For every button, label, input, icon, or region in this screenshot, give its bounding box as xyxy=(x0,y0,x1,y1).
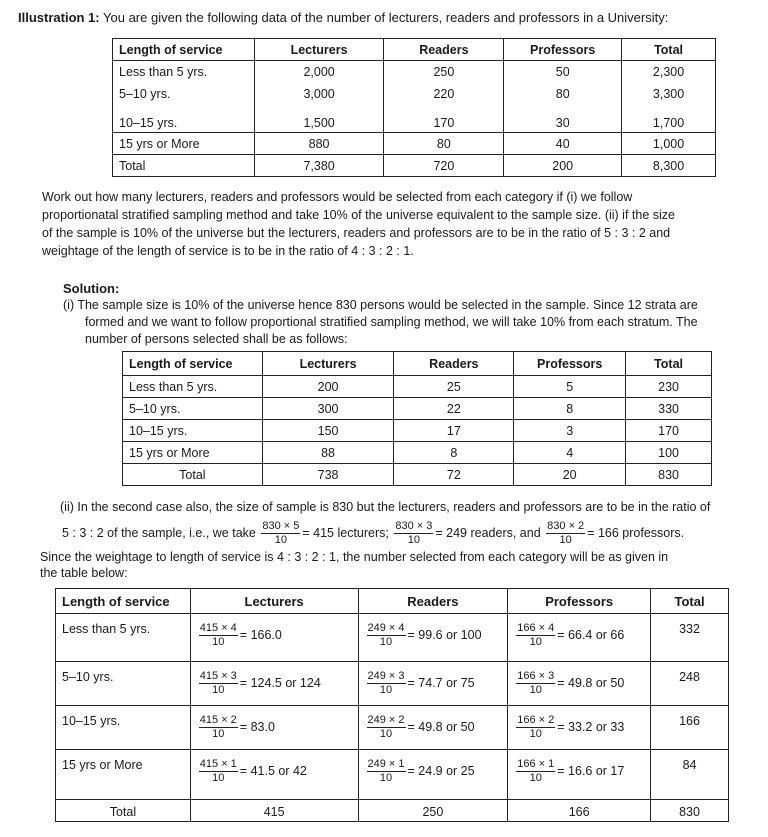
table-row xyxy=(56,662,729,706)
table-cell: 830 xyxy=(626,464,712,486)
column-header: Total xyxy=(651,589,729,614)
table-cell: 40 xyxy=(504,133,622,155)
fraction xyxy=(546,520,585,547)
table-row xyxy=(123,442,712,464)
text-line: number of persons selected shall be as follows: xyxy=(85,332,348,346)
text-line: weightage of the length of service is to be in the ratio of 4 : 3 : 2 : 1. xyxy=(42,244,414,258)
fraction xyxy=(516,714,555,741)
table-cell: 72 xyxy=(394,464,514,486)
numerator: 830 × 3 xyxy=(395,520,433,533)
table-cell: 738 xyxy=(262,464,394,486)
question-text xyxy=(42,188,764,260)
table-cell: 10–15 yrs. xyxy=(113,105,255,133)
table-cell: 3 xyxy=(514,420,626,442)
table-cell: 100 xyxy=(626,442,712,464)
column-header: Professors xyxy=(514,352,626,376)
table-cell: 200 xyxy=(504,155,622,177)
text-line: Work out how many lecturers, readers and professors would be selected from each category if (i) we follow xyxy=(42,190,633,204)
column-header: Total xyxy=(626,352,712,376)
column-header: Length of service xyxy=(123,352,263,376)
table-cell: 17 xyxy=(394,420,514,442)
table-total-row xyxy=(113,155,716,177)
table-cell xyxy=(190,706,358,750)
table-cell xyxy=(508,750,651,800)
table-row xyxy=(113,61,716,83)
numerator: 830 × 2 xyxy=(547,520,585,533)
table-cell: 250 xyxy=(358,800,508,822)
column-header: Lecturers xyxy=(190,589,358,614)
column-header: Readers xyxy=(394,352,514,376)
denominator: 10 xyxy=(529,728,542,740)
fraction xyxy=(199,622,238,649)
denominator: 10 xyxy=(212,636,225,648)
table-cell: 5–10 yrs. xyxy=(56,662,191,706)
table-cell: 8,300 xyxy=(622,155,716,177)
fraction xyxy=(367,622,406,649)
table-cell: 15 yrs or More xyxy=(113,133,255,155)
denominator: 10 xyxy=(529,636,542,648)
column-header: Lecturers xyxy=(254,39,384,61)
column-header: Professors xyxy=(508,589,651,614)
data-table xyxy=(112,38,716,177)
table-cell xyxy=(358,662,508,706)
result-text: = 99.6 or 100 xyxy=(407,627,482,642)
result-text: = 33.2 or 33 xyxy=(557,719,625,734)
denominator: 10 xyxy=(274,534,287,547)
table-cell xyxy=(190,614,358,662)
fraction xyxy=(367,670,406,697)
table-cell: 170 xyxy=(626,420,712,442)
text-line: proportionatal stratified sampling method and take 10% of the universe equivalent to the sample size. (ii) if the size xyxy=(42,208,675,222)
denominator: 10 xyxy=(212,772,225,784)
text-line: (ii) In the second case also, the size of sample is 830 but the lecturers, readers and professors are to be in the ratio of xyxy=(60,500,711,514)
numerator: 249 × 3 xyxy=(367,670,405,682)
table-row xyxy=(123,420,712,442)
text-line: of the sample is 10% of the universe but the lecturers, readers and professors are to be in the ratio of 5 : 3 : 2 and xyxy=(42,226,671,240)
table-cell: 10–15 yrs. xyxy=(56,706,191,750)
table-cell: 4 xyxy=(514,442,626,464)
table-cell: 50 xyxy=(504,61,622,83)
denominator: 10 xyxy=(529,684,542,696)
table-cell xyxy=(358,614,508,662)
table-cell: 10–15 yrs. xyxy=(123,420,263,442)
table-cell: 166 xyxy=(508,800,651,822)
table-cell: 3,000 xyxy=(254,83,384,105)
table-cell: 3,300 xyxy=(622,83,716,105)
table-row xyxy=(113,105,716,133)
table-cell: 150 xyxy=(262,420,394,442)
text-line xyxy=(40,518,765,548)
table-row xyxy=(56,750,729,800)
table-row xyxy=(113,133,716,155)
table-cell: 5–10 yrs. xyxy=(113,83,255,105)
table-cell: 220 xyxy=(384,83,504,105)
column-header: Length of service xyxy=(113,39,255,61)
illustration-heading xyxy=(18,10,763,26)
table-cell: 250 xyxy=(384,61,504,83)
table-cell: 15 yrs or More xyxy=(123,442,263,464)
table-cell: 88 xyxy=(262,442,394,464)
table-cell xyxy=(190,750,358,800)
illustration-text: You are given the following data of the number of lecturers, readers and professors in a University: xyxy=(103,10,669,25)
numerator: 415 × 4 xyxy=(199,622,237,634)
column-header: Professors xyxy=(504,39,622,61)
denominator: 10 xyxy=(379,684,393,696)
table-cell: 80 xyxy=(384,133,504,155)
numerator: 249 × 2 xyxy=(367,714,405,726)
denominator: 10 xyxy=(212,728,225,740)
table-cell: 300 xyxy=(262,398,394,420)
table-cell: 830 xyxy=(651,800,729,822)
numerator: 415 × 1 xyxy=(199,758,237,770)
table-cell: 30 xyxy=(504,105,622,133)
table-row xyxy=(123,376,712,398)
text-line: Since the weightage to length of service is 4 : 3 : 2 : 1, the number selected from each category will be as given in xyxy=(40,550,669,564)
fraction xyxy=(199,714,238,741)
table-cell: 1,700 xyxy=(622,105,716,133)
table-cell: Less than 5 yrs. xyxy=(113,61,255,83)
column-header: Readers xyxy=(358,589,508,614)
table-total-row xyxy=(123,464,712,486)
table-cell xyxy=(358,706,508,750)
fraction xyxy=(516,670,555,697)
result-text: = 49.8 or 50 xyxy=(557,675,625,690)
table-cell: 248 xyxy=(651,662,729,706)
result-text: = 249 readers, and xyxy=(435,526,541,540)
table-cell: Total xyxy=(56,800,191,822)
table-header-row xyxy=(56,589,729,614)
table-cell xyxy=(508,662,651,706)
table-header-row xyxy=(123,352,712,376)
table-cell: 720 xyxy=(384,155,504,177)
ratio-text: 5 : 3 : 2 of the sample, i.e., we take xyxy=(62,526,256,540)
fraction xyxy=(516,758,555,785)
fraction xyxy=(261,520,300,547)
table-row xyxy=(123,398,712,420)
table-cell: Less than 5 yrs. xyxy=(123,376,263,398)
table-cell: 230 xyxy=(626,376,712,398)
table-cell: 8 xyxy=(394,442,514,464)
table-cell: 2,300 xyxy=(622,61,716,83)
table-row xyxy=(56,706,729,750)
table-cell: 880 xyxy=(254,133,384,155)
numerator: 249 × 4 xyxy=(367,622,405,634)
text-line: (i) The sample size is 10% of the universe hence 830 persons would be selected in the sample. Since 12 strata are xyxy=(63,298,698,312)
table-cell: 415 xyxy=(190,800,358,822)
result-text: = 124.5 or 124 xyxy=(239,675,321,690)
column-header: Lecturers xyxy=(262,352,394,376)
table-cell: Less than 5 yrs. xyxy=(56,614,191,662)
column-header: Length of service xyxy=(56,589,191,614)
fraction xyxy=(367,758,406,785)
table-cell xyxy=(508,706,651,750)
numerator: 166 × 1 xyxy=(517,758,555,770)
table-row xyxy=(113,83,716,105)
denominator: 10 xyxy=(379,772,393,784)
denominator: 10 xyxy=(529,772,542,784)
table-cell: 20 xyxy=(514,464,626,486)
denominator: 10 xyxy=(379,636,393,648)
table-cell: 330 xyxy=(626,398,712,420)
result-text: = 166.0 xyxy=(239,627,282,642)
fraction xyxy=(199,670,238,697)
numerator: 415 × 3 xyxy=(199,670,237,682)
sample-table-weighted xyxy=(55,588,729,822)
table-cell: 170 xyxy=(384,105,504,133)
numerator: 415 × 2 xyxy=(199,714,237,726)
numerator: 166 × 2 xyxy=(517,714,555,726)
column-header: Readers xyxy=(384,39,504,61)
result-text: = 66.4 or 66 xyxy=(557,627,625,642)
fraction xyxy=(367,714,406,741)
result-text: = 83.0 xyxy=(239,719,275,734)
table-cell: 166 xyxy=(651,706,729,750)
table-cell xyxy=(358,750,508,800)
table-cell: Total xyxy=(113,155,255,177)
table-cell: 80 xyxy=(504,83,622,105)
solution-part1-text xyxy=(63,297,763,348)
numerator: 166 × 4 xyxy=(517,622,555,634)
denominator: 10 xyxy=(212,684,225,696)
table-cell: 5 xyxy=(514,376,626,398)
fraction xyxy=(394,520,433,547)
result-text: = 74.7 or 75 xyxy=(407,675,475,690)
result-text: = 166 professors. xyxy=(587,526,685,540)
denominator: 10 xyxy=(407,534,420,547)
table-cell xyxy=(190,662,358,706)
text-line: formed and we want to follow proportional stratified sampling method, we will take 10% from each stratum. The xyxy=(85,315,698,329)
table-cell: 2,000 xyxy=(254,61,384,83)
table-cell: 15 yrs or More xyxy=(56,750,191,800)
table-cell: Total xyxy=(123,464,263,486)
table-cell: 22 xyxy=(394,398,514,420)
result-text: = 16.6 or 17 xyxy=(557,763,625,778)
table-cell: 7,380 xyxy=(254,155,384,177)
numerator: 830 × 5 xyxy=(262,520,300,533)
table-cell: 200 xyxy=(262,376,394,398)
table-total-row xyxy=(56,800,729,822)
denominator: 10 xyxy=(379,728,393,740)
illustration-label: Illustration 1: xyxy=(18,10,100,25)
table-cell: 1,500 xyxy=(254,105,384,133)
result-text: = 49.8 or 50 xyxy=(407,719,475,734)
table-cell: 84 xyxy=(651,750,729,800)
table-cell: 1,000 xyxy=(622,133,716,155)
table-header-row xyxy=(113,39,716,61)
solution-heading: Solution: xyxy=(63,281,120,296)
table-cell xyxy=(508,614,651,662)
table-row xyxy=(56,614,729,662)
sample-table-proportional xyxy=(122,351,712,486)
table-cell: 8 xyxy=(514,398,626,420)
solution-part2-text xyxy=(40,498,765,580)
table-cell: 332 xyxy=(651,614,729,662)
text-line: the table below: xyxy=(40,566,128,580)
numerator: 249 × 1 xyxy=(367,758,405,770)
table-cell: 25 xyxy=(394,376,514,398)
denominator: 10 xyxy=(559,534,572,547)
result-text: = 24.9 or 25 xyxy=(407,763,475,778)
fraction xyxy=(516,622,555,649)
result-text: = 41.5 or 42 xyxy=(239,763,307,778)
numerator: 166 × 3 xyxy=(517,670,555,682)
column-header: Total xyxy=(622,39,716,61)
result-text: = 415 lecturers; xyxy=(302,526,389,540)
table-cell: 5–10 yrs. xyxy=(123,398,263,420)
fraction xyxy=(199,758,238,785)
